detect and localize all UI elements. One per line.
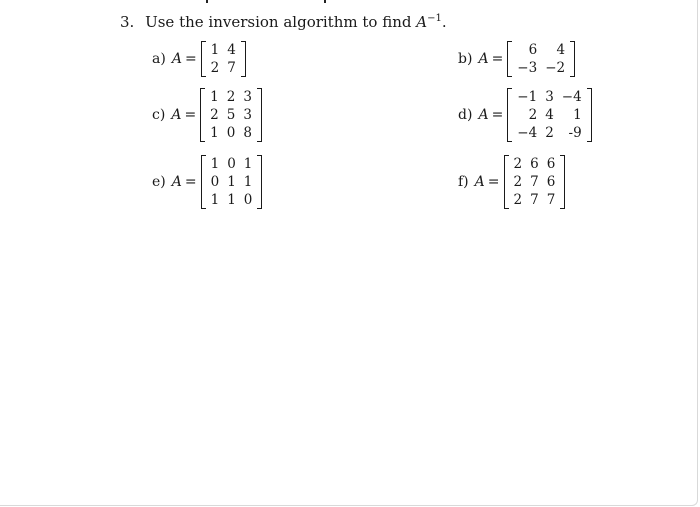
equals-sign: = bbox=[184, 51, 197, 67]
matrix-entry: 1 bbox=[210, 42, 220, 58]
matrix-symbol: A bbox=[478, 107, 489, 123]
matrix-entry: 7 bbox=[227, 60, 236, 76]
matrix-entry: 0 bbox=[243, 192, 253, 208]
problem-label: b) bbox=[458, 51, 473, 67]
matrix-symbol: A bbox=[171, 174, 182, 190]
question-superscript: −1 bbox=[427, 13, 442, 24]
matrix-entry: 2 bbox=[226, 89, 236, 105]
cropped-top-marks bbox=[196, 0, 356, 3]
problem-e bbox=[152, 155, 262, 209]
matrix-entry: 1 bbox=[243, 156, 253, 172]
problem-label: f) bbox=[458, 174, 469, 190]
matrix-entry: -9 bbox=[568, 125, 582, 141]
matrix-entry: 1 bbox=[227, 174, 236, 190]
question-number: 3. bbox=[120, 13, 135, 31]
matrix-row bbox=[513, 124, 585, 142]
matrix-entry: 7 bbox=[530, 174, 539, 190]
question-symbol: A bbox=[416, 13, 428, 31]
matrix-entry: 2 bbox=[513, 192, 523, 208]
matrix-entry: 3 bbox=[243, 107, 252, 123]
problem-label: d) bbox=[458, 107, 473, 123]
matrix bbox=[507, 41, 575, 77]
matrix-row bbox=[207, 155, 257, 173]
matrix-entry: 0 bbox=[226, 125, 236, 141]
matrix-entry: 2 bbox=[545, 125, 554, 141]
matrix bbox=[201, 41, 246, 77]
matrix-row bbox=[510, 173, 560, 191]
matrix-entry: −3 bbox=[517, 60, 538, 76]
matrix-entry: 6 bbox=[530, 156, 539, 172]
matrix-entry: 4 bbox=[227, 42, 236, 58]
matrix-row bbox=[510, 191, 560, 209]
equals-sign: = bbox=[491, 51, 504, 67]
problem-a bbox=[152, 41, 246, 77]
matrix bbox=[507, 88, 591, 142]
matrix-entry: 8 bbox=[243, 125, 252, 141]
matrix-entry: 7 bbox=[546, 192, 556, 208]
matrix-entry: 7 bbox=[530, 192, 539, 208]
matrix-entry: 4 bbox=[556, 42, 566, 58]
equals-sign: = bbox=[487, 174, 500, 190]
problem-b bbox=[458, 41, 575, 77]
matrix-symbol: A bbox=[171, 107, 182, 123]
matrix-row bbox=[513, 88, 585, 106]
matrix-entry: 2 bbox=[210, 60, 220, 76]
equals-sign: = bbox=[184, 107, 197, 123]
matrix-entry: 1 bbox=[227, 192, 236, 208]
matrix-entry: 2 bbox=[513, 174, 523, 190]
question-period: . bbox=[441, 13, 447, 31]
matrix-entry: 0 bbox=[227, 156, 236, 172]
matrix-entry: 1 bbox=[210, 125, 219, 141]
matrix-entry: 1 bbox=[210, 192, 220, 208]
matrix-symbol: A bbox=[478, 51, 489, 67]
matrix-row bbox=[513, 59, 569, 77]
matrix-entry: 1 bbox=[210, 89, 219, 105]
matrix-entry: 1 bbox=[210, 156, 220, 172]
problem-label: a) bbox=[152, 51, 166, 67]
matrix-entry: 6 bbox=[528, 42, 538, 58]
matrix-row bbox=[207, 191, 257, 209]
matrix-row bbox=[206, 124, 256, 142]
matrix-entry: 3 bbox=[545, 89, 554, 105]
matrix-entry: 1 bbox=[243, 174, 253, 190]
matrix-row bbox=[206, 88, 256, 106]
problem-c bbox=[152, 88, 262, 142]
matrix-entry: 0 bbox=[210, 174, 220, 190]
problem-label: c) bbox=[152, 107, 166, 123]
matrix bbox=[200, 88, 262, 142]
matrix-row bbox=[207, 59, 240, 77]
matrix-row bbox=[207, 41, 240, 59]
matrix-row bbox=[206, 106, 256, 124]
matrix bbox=[201, 155, 263, 209]
matrix-entry: 4 bbox=[545, 107, 554, 123]
matrix-entry: 1 bbox=[573, 107, 582, 123]
matrix-entry: −2 bbox=[545, 60, 566, 76]
problem-f bbox=[458, 155, 565, 209]
matrix-symbol: A bbox=[171, 51, 182, 67]
question-heading bbox=[120, 13, 447, 31]
question-text: Use the inversion algorithm to find bbox=[145, 13, 412, 31]
equals-sign: = bbox=[184, 174, 197, 190]
matrix-row bbox=[513, 41, 569, 59]
matrix-entry: 3 bbox=[243, 89, 252, 105]
matrix-entry: 6 bbox=[546, 174, 556, 190]
matrix-symbol: A bbox=[474, 174, 485, 190]
matrix-entry: 5 bbox=[226, 107, 236, 123]
equals-sign: = bbox=[491, 107, 504, 123]
problem-d bbox=[458, 88, 592, 142]
matrix-row bbox=[513, 106, 585, 124]
matrix-entry: −4 bbox=[517, 125, 538, 141]
problem-label: e) bbox=[152, 174, 166, 190]
matrix-entry: −1 bbox=[517, 89, 538, 105]
matrix-entry: 2 bbox=[513, 156, 523, 172]
matrix-entry: 6 bbox=[546, 156, 556, 172]
matrix-entry: −4 bbox=[561, 89, 582, 105]
matrix bbox=[504, 155, 566, 209]
matrix-entry: 2 bbox=[528, 107, 538, 123]
matrix-entry: 2 bbox=[210, 107, 219, 123]
matrix-row bbox=[510, 155, 560, 173]
matrix-row bbox=[207, 173, 257, 191]
